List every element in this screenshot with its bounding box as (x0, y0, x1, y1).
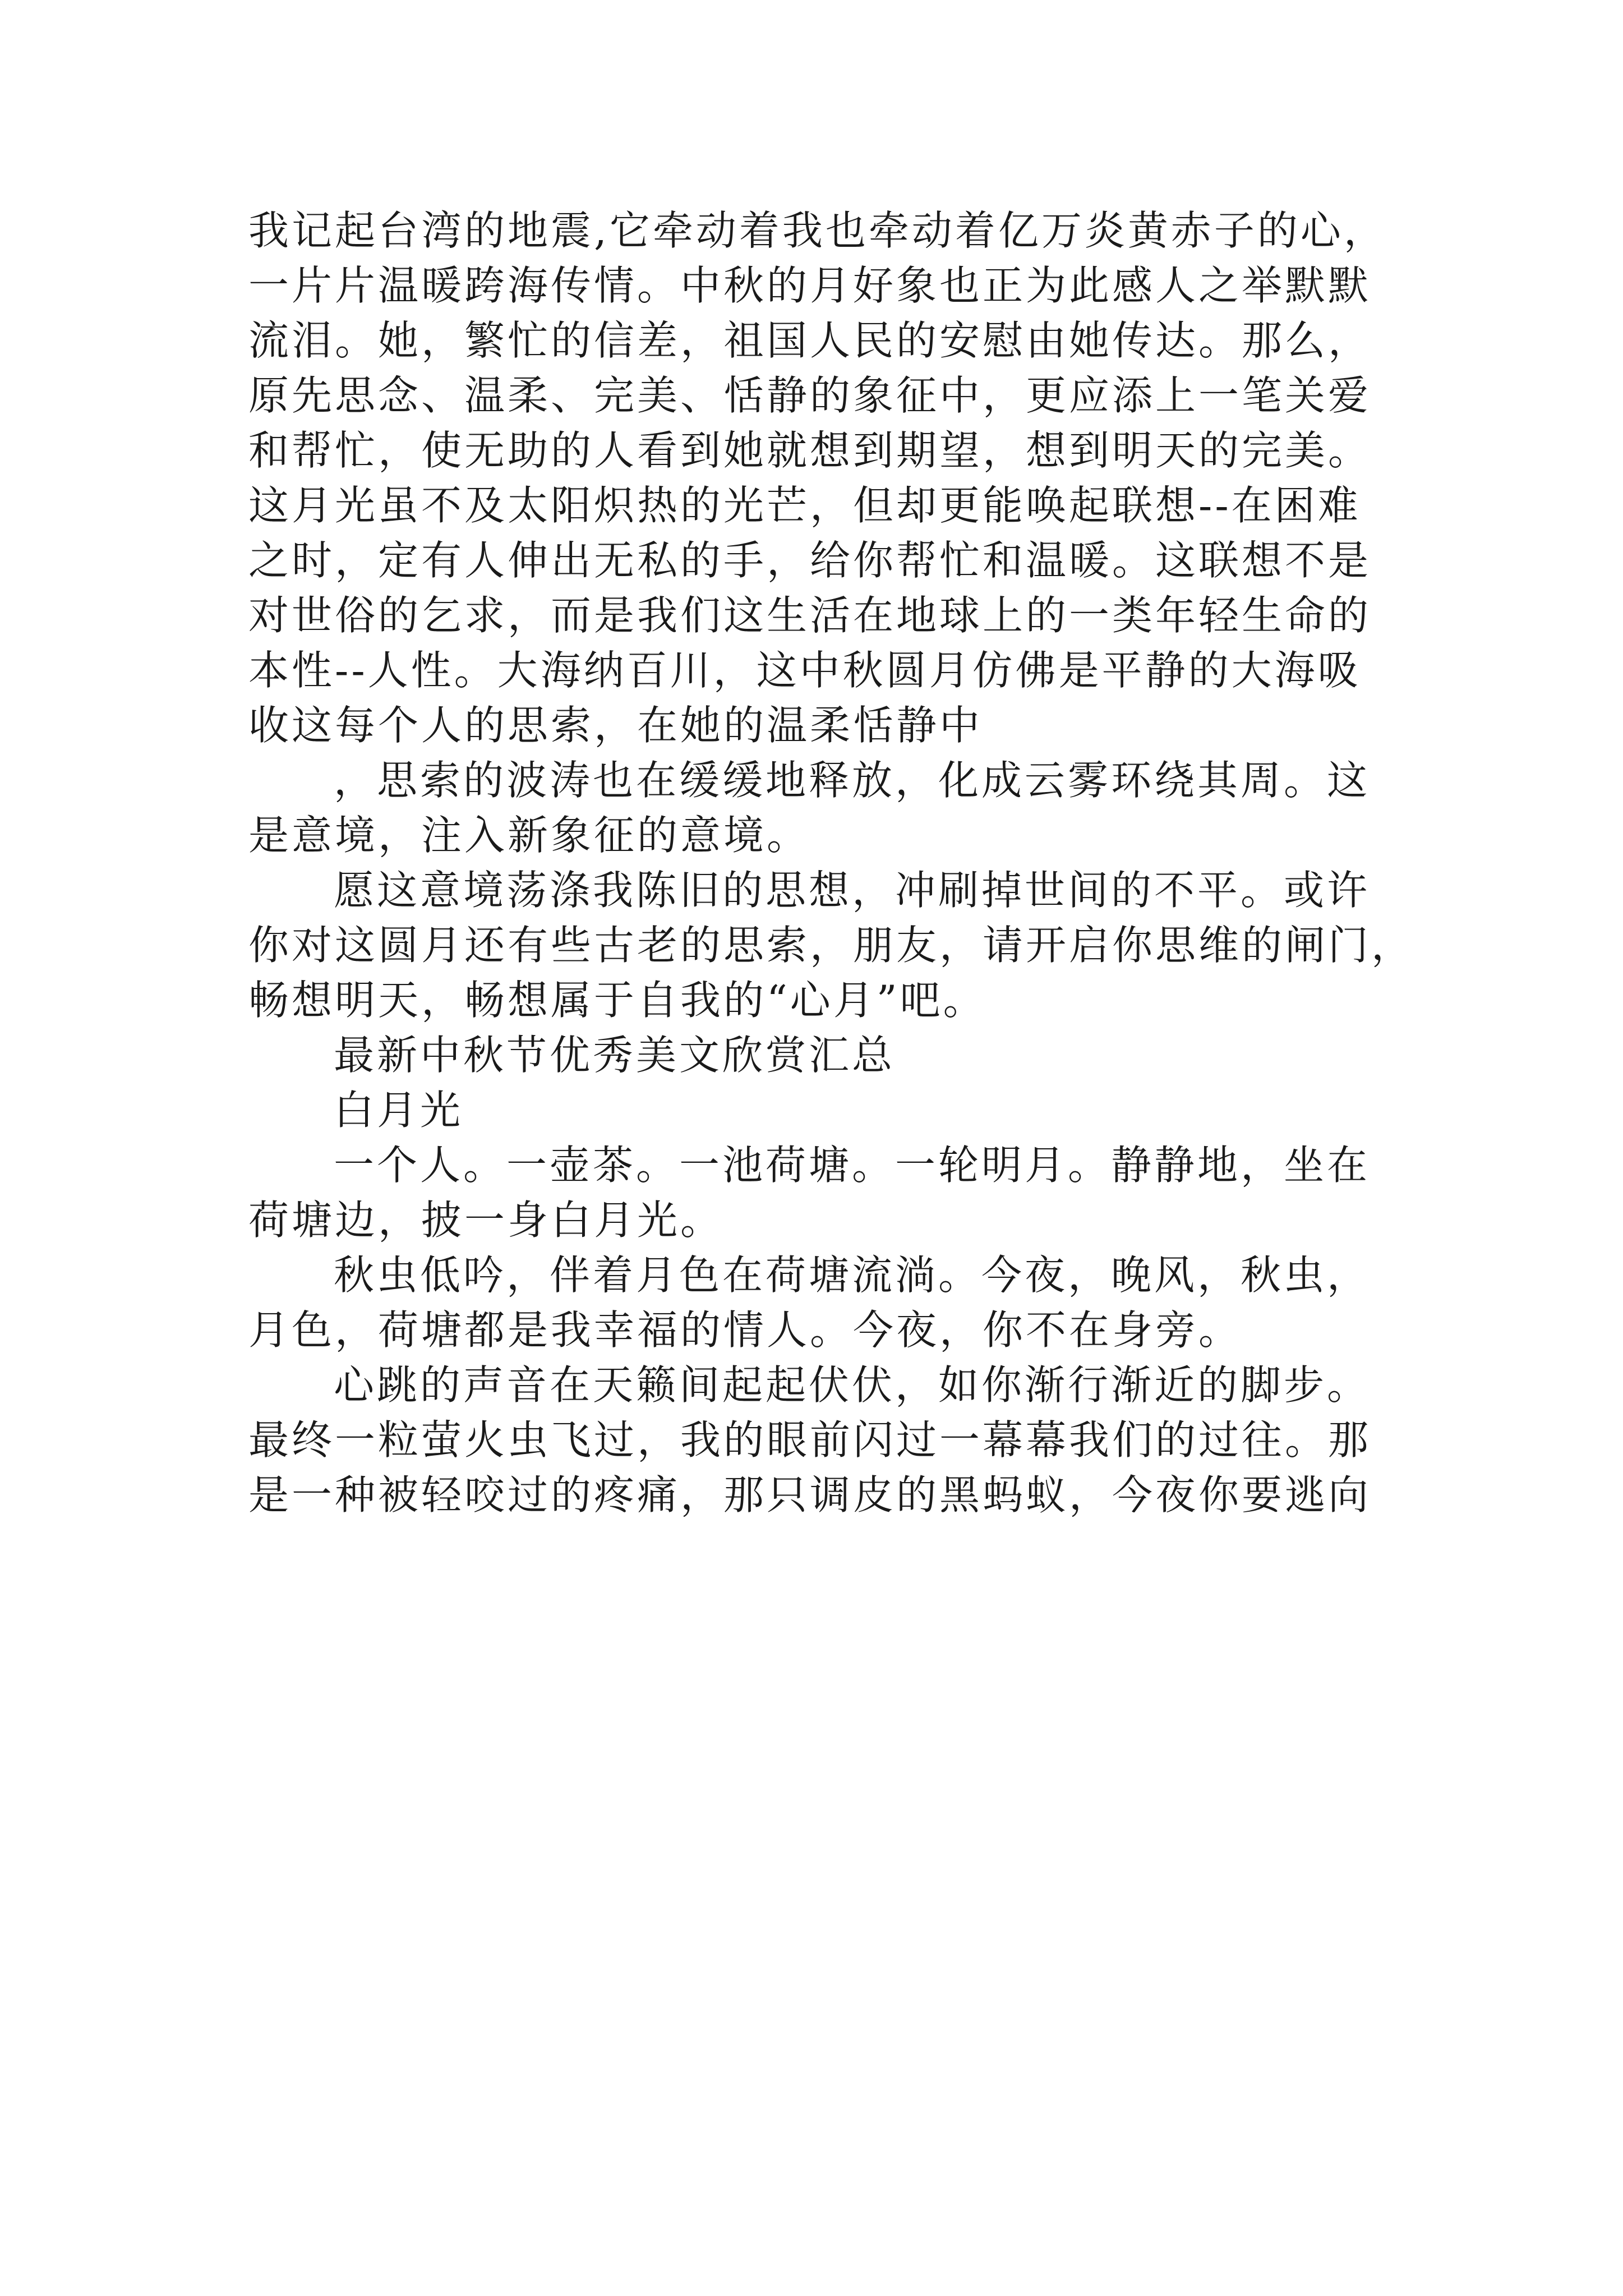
text-line: 心跳的声音在天籁间起起伏伏，如你渐行渐近的脚步。 (334, 1361, 1371, 1409)
text-line: 一片片温暖跨海传情。中秋的月好象也正为此感人之举默默 (248, 262, 1372, 309)
text-line: 是一种被轻咬过的疼痛，那只调皮的黑蚂蚁，今夜你要逃向 (248, 1471, 1372, 1519)
text-line: 你对这圆月还有些古老的思索，朋友，请开启你思维的闸门， (248, 922, 1415, 969)
text-line: 对世俗的乞求，而是我们这生活在地球上的一类年轻生命的 (248, 592, 1372, 639)
text-line: 之时，定有人伸出无私的手，给你帮忙和温暖。这联想不是 (248, 537, 1372, 584)
text-line: 是意境，注入新象征的意境。 (248, 812, 810, 859)
text-line: 我记起台湾的地震,它牵动着我也牵动着亿万炎黄赤子的心， (248, 207, 1387, 254)
text-line: 荷塘边，披一身白月光。 (248, 1197, 724, 1244)
text-line: 这月光虽不及太阳炽热的光芒，但却更能唤起联想--在困难 (248, 482, 1361, 529)
text-line: 一个人。一壶茶。一池荷塘。一轮明月。静静地，坐在 (334, 1142, 1371, 1189)
article-title: 白月光 (334, 1087, 464, 1134)
text-line: 和帮忙，使无助的人看到她就想到期望，想到明天的完美。 (248, 427, 1372, 474)
text-line: 收这每个人的思索，在她的温柔恬静中 (248, 702, 983, 749)
section-heading: 最新中秋节优秀美文欣赏汇总 (334, 1032, 896, 1079)
text-line: ，思索的波涛也在缓缓地释放，化成云雾环绕其周。这 (334, 757, 1371, 804)
text-line: 本性--人性。大海纳百川，这中秋圆月仿佛是平静的大海吸 (248, 647, 1361, 694)
document-body (248, 203, 1426, 1522)
text-line: 最终一粒萤火虫飞过，我的眼前闪过一幕幕我们的过往。那 (248, 1416, 1372, 1464)
text-line: 月色，荷塘都是我幸福的情人。今夜，你不在身旁。 (248, 1306, 1242, 1354)
text-line: 畅想明天，畅想属于自我的“心月”吧。 (248, 977, 986, 1024)
text-line: 原先思念、温柔、完美、恬静的象征中，更应添上一笔关爱 (248, 372, 1372, 419)
text-line: 流泪。她，繁忙的信差，祖国人民的安慰由她传达。那么， (248, 317, 1372, 364)
text-line: 秋虫低吟，伴着月色在荷塘流淌。今夜，晚风，秋虫， (334, 1251, 1371, 1299)
text-line: 愿这意境荡涤我陈旧的思想，冲刷掉世间的不平。或许 (334, 867, 1371, 914)
